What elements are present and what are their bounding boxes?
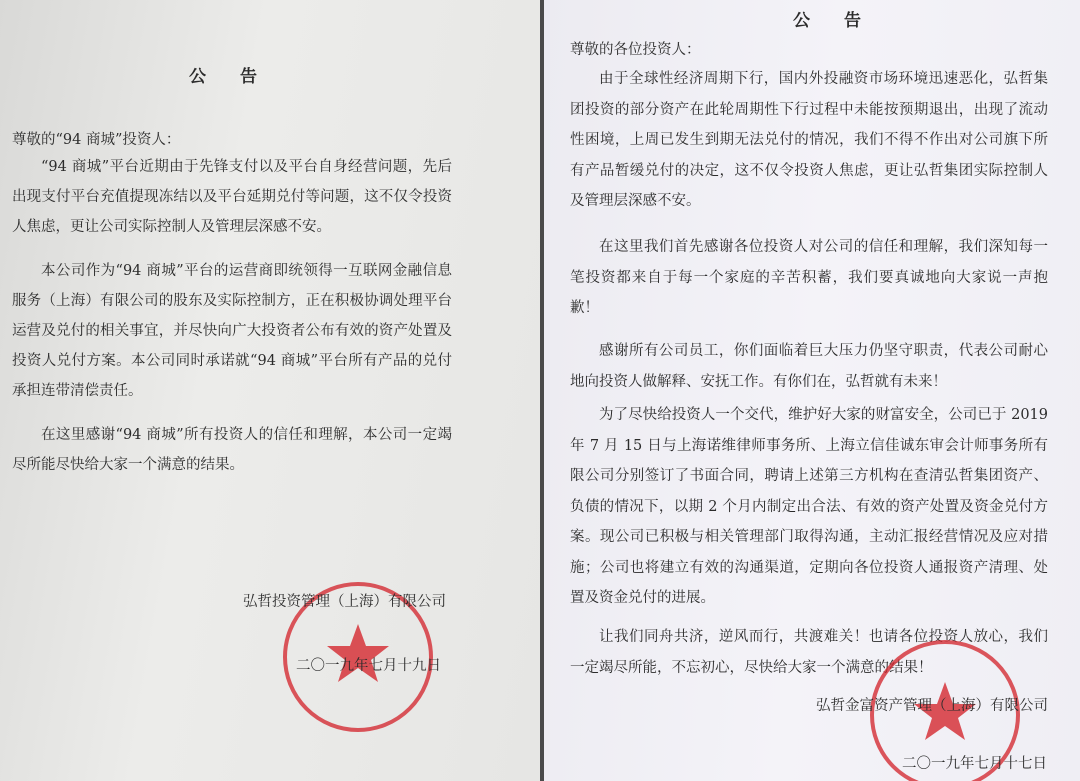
signature-date: 二〇一九年七月十七日 [902,756,1047,772]
paragraph: 由于全球性经济周期下行，国内外投融资市场环境迅速恶化，弘哲集团投资的部分资产在此轮周期性下行过程中未能按预期退出，出现了流动性困境，上周已发生到期无法兑付的情况，我们不得不作出对公司旗下所有产品暂缓兑付的决定，这不仅令投资人焦虑，更让弘哲集团实际控制人及管理层深感不安。 [570,71,1048,209]
signature-company: 弘哲投资管理（上海）有限公司 [243,594,446,610]
signature-company: 弘哲金富资产管理（上海）有限公司 [816,698,1048,714]
paragraph: 感谢所有公司员工，你们面临着巨大压力仍坚守职责，代表公司耐心地向投资人做解释、安抚工作。有你们在，弘哲就有未来！ [570,343,1048,390]
notice-title: 公 告 [793,11,875,31]
notice-page-right [544,0,1080,781]
greeting: 尊敬的“94 商城”投资人： [12,132,181,148]
notice-title: 公 告 [189,67,271,87]
paragraph: 为了尽快给投资人一个交代，维护好大家的财富安全，公司已于 2019 年 7 月 15 日与上海诺维律师事务所、上海立信佳诚东审会计师事务所有限公司分别签订了书面合同，聘请上述第三方机构在查清弘哲集团资产、负债的情况下，以期 2 个月内制定出合法、有效的资产处置及资金兑付方案。现公司已积极与相关管理部门取得沟通，主动汇报经营情况及应对措施；公司也将建立有效的沟通渠道，定期向各位投资人通报资产清理、处置及资金兑付的进展。 [570,407,1048,606]
signature-date: 二〇一九年七月十九日 [296,658,441,674]
paragraph: 在这里感谢“94 商城”所有投资人的信任和理解，本公司一定竭尽所能尽快给大家一个满意的结果。 [12,427,452,473]
paragraph: 在这里我们首先感谢各位投资人对公司的信任和理解，我们深知每一笔投资都来自于每一个家庭的辛苦积蓄，我们要真诚地向大家说一声抱歉！ [570,239,1048,316]
paragraph: 本公司作为“94 商城”平台的运营商即统领得一互联网金融信息服务（上海）有限公司的股东及实际控制方，正在积极协调处理平台运营及兑付的相关事宜，并尽快向广大投资者公布有效的资产处置及投资人兑付方案。本公司同时承诺就“94 商城”平台所有产品的兑付承担连带清偿责任。 [12,263,452,399]
paragraph: 让我们同舟共济，逆风而行，共渡难关！也请各位投资人放心，我们一定竭尽所能，不忘初心，尽快给大家一个满意的结果！ [570,629,1048,676]
paragraph: “94 商城”平台近期由于先锋支付以及平台自身经营问题，先后出现支付平台充值提现冻结以及平台延期兑付等问题，这不仅令投资人焦虑，更让公司实际控制人及管理层深感不安。 [12,159,452,235]
greeting: 尊敬的各位投资人： [570,42,701,58]
